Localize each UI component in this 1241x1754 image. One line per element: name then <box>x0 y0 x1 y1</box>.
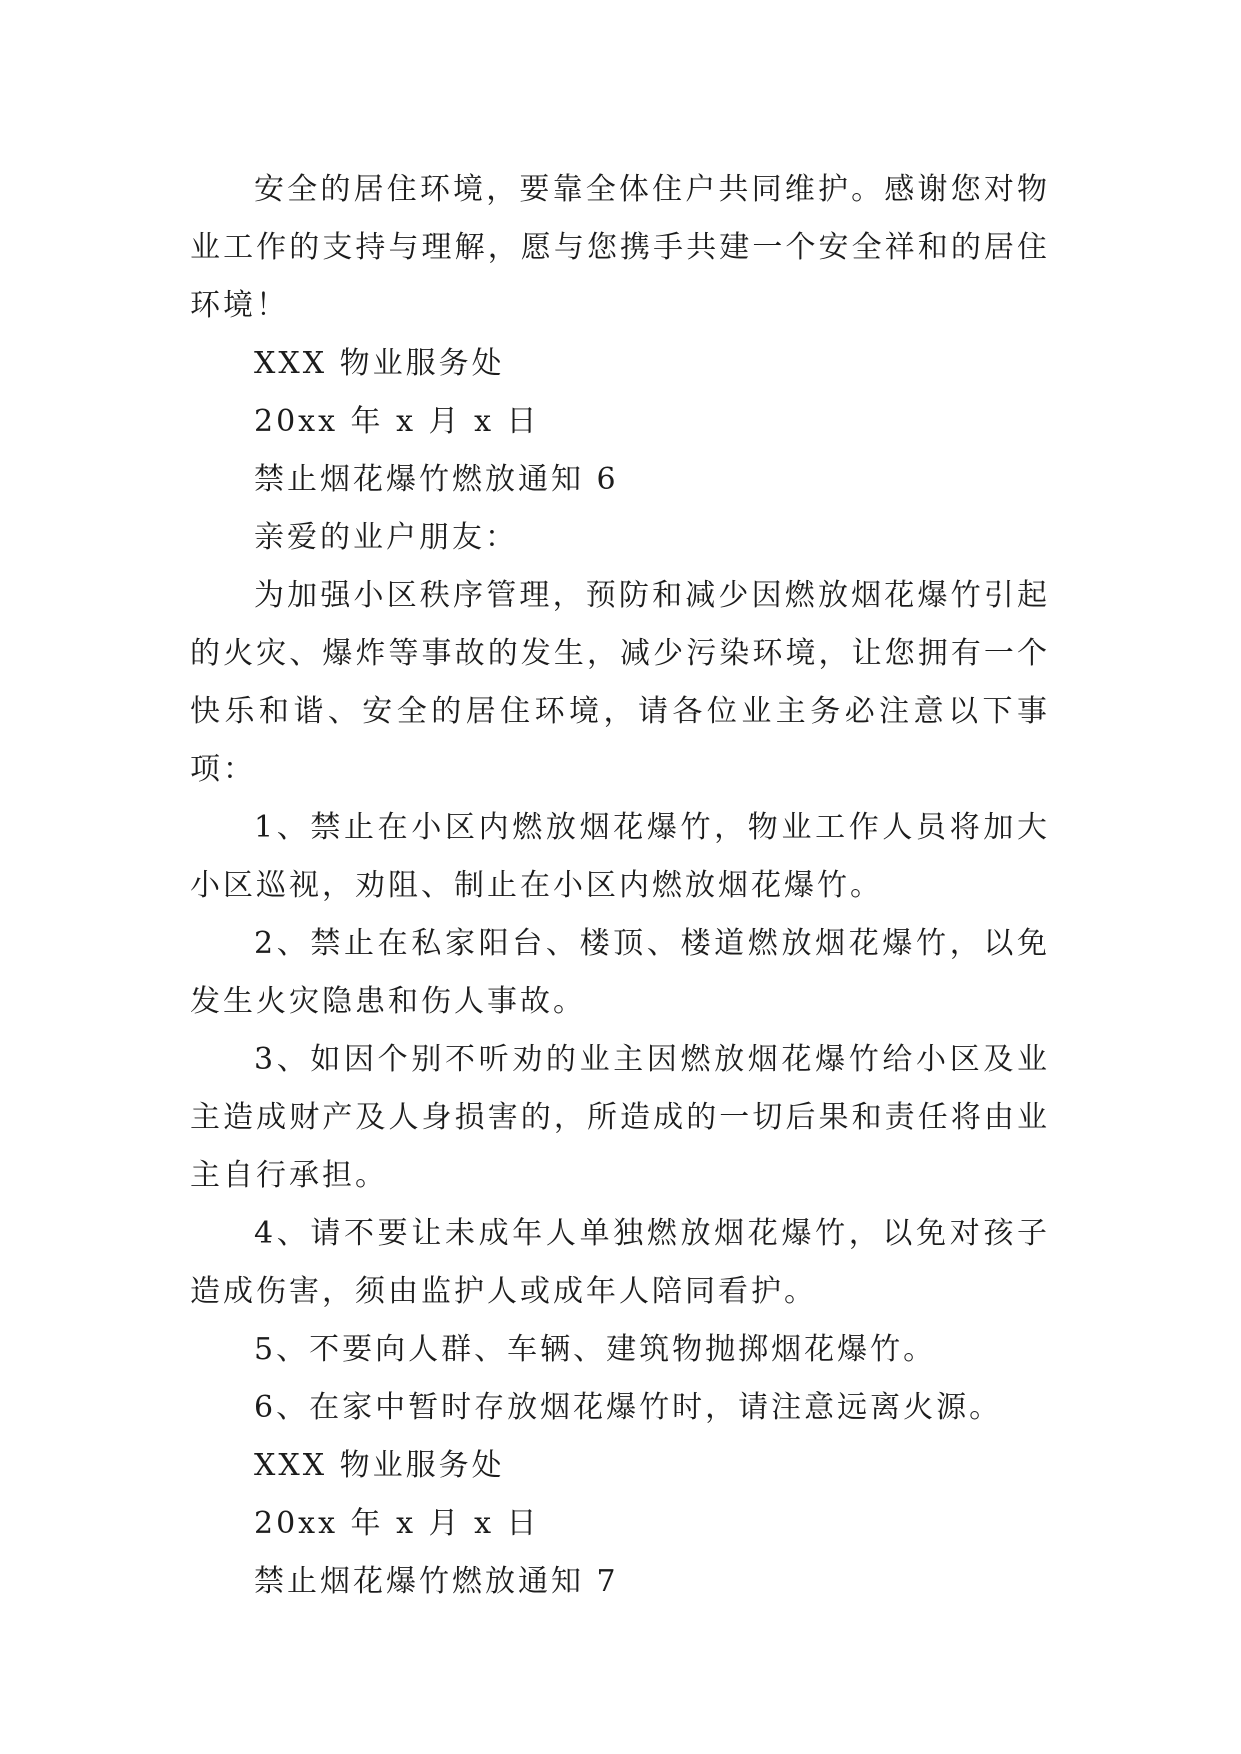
salutation: 亲爱的业户朋友： <box>254 520 518 555</box>
intro-paragraph: 为加强小区秩序管理，预防和减少因燃放烟花爆竹引起的火灾、爆炸等事故的发生，减少污染环境，让您拥有一个快乐和谐、安全的居住环境，请各位业主务必注意以下事项： <box>190 578 1050 787</box>
rule-item-1: 1、禁止在小区内燃放烟花爆竹，物业工作人员将加大小区巡视，劝阻、制止在小区内燃放烟花爆竹。 <box>190 810 1050 903</box>
notice-title: 禁止烟花爆竹燃放通知 7 <box>254 1564 619 1599</box>
signature-office: XXX 物业服务处 <box>254 1448 505 1483</box>
rule-item-4: 4、请不要让未成年人单独燃放烟花爆竹，以免对孩子造成伤害，须由监护人或成年人陪同看护。 <box>190 1216 1050 1309</box>
rule-item-3: 3、如因个别不听劝的业主因燃放烟花爆竹给小区及业主造成财产及人身损害的，所造成的一切后果和责任将由业主自行承担。 <box>190 1042 1050 1193</box>
notice-title: 禁止烟花爆竹燃放通知 6 <box>254 462 619 497</box>
signature-office: XXX 物业服务处 <box>254 346 505 381</box>
rule-item-5: 5、不要向人群、车辆、建筑物抛掷烟花爆竹。 <box>254 1332 937 1367</box>
signature-date: 20xx 年 x 月 x 日 <box>254 404 540 439</box>
closing-paragraph: 安全的居住环境，要靠全体住户共同维护。感谢您对物业工作的支持与理解，愿与您携手共建一个安全祥和的居住环境！ <box>190 172 1050 323</box>
rule-item-2: 2、禁止在私家阳台、楼顶、楼道燃放烟花爆竹，以免发生火灾隐患和伤人事故。 <box>190 926 1050 1019</box>
document-body <box>190 161 1050 1611</box>
signature-date: 20xx 年 x 月 x 日 <box>254 1506 540 1541</box>
rule-item-6: 6、在家中暂时存放烟花爆竹时，请注意远离火源。 <box>254 1390 1003 1425</box>
